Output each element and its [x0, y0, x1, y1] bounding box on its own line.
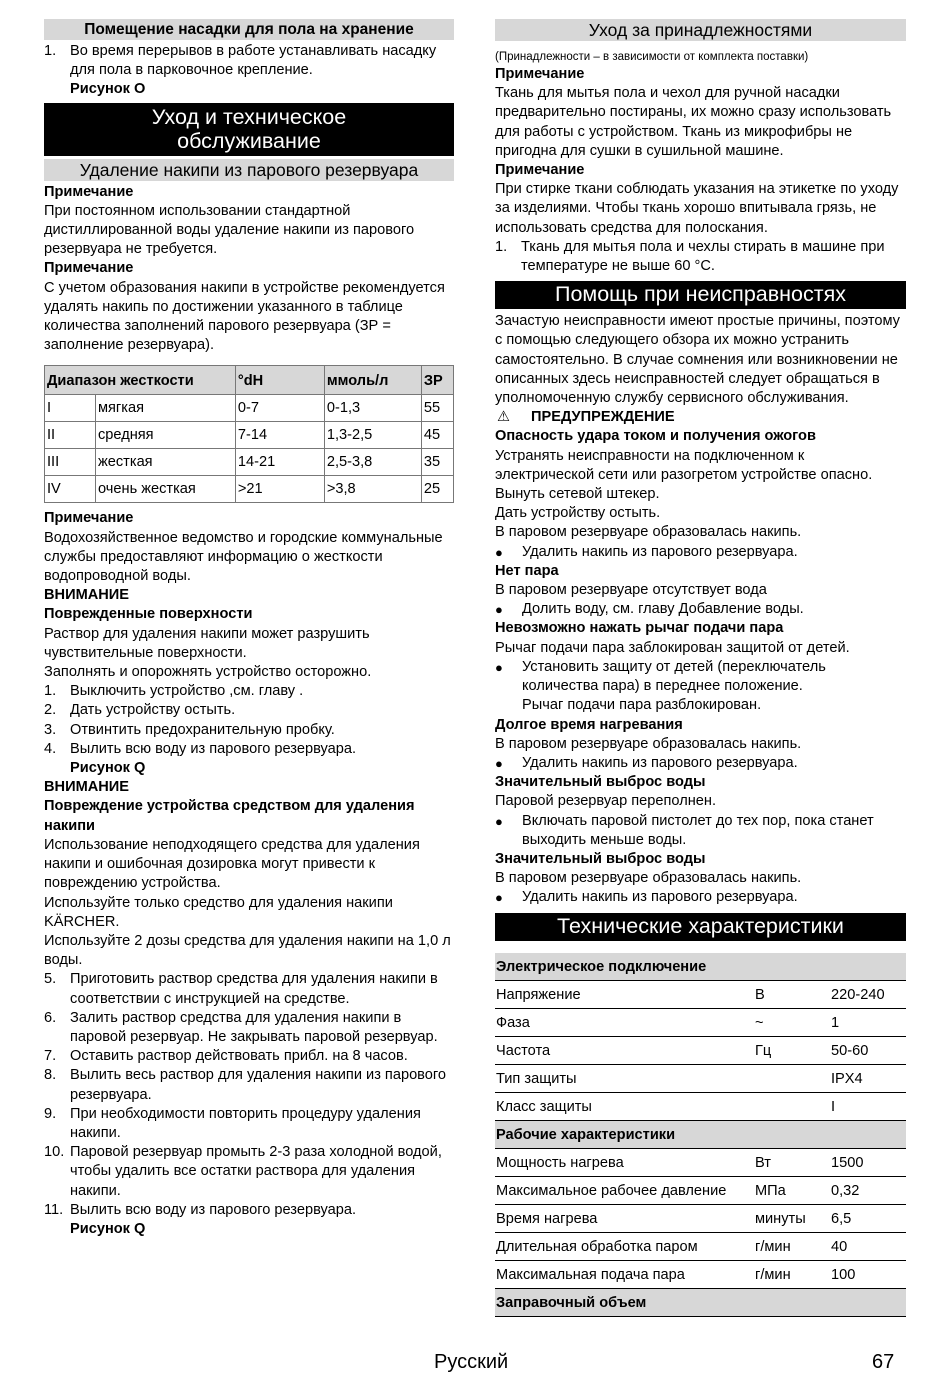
- warning-text: Устранять неисправности на подключенном к электрической сети или разогретом устройстве опасно.: [495, 447, 873, 483]
- table-header-cell: ммоль/л: [324, 366, 421, 395]
- warning-title: ВНИМАНИЕ: [44, 587, 130, 604]
- table-row: [495, 980, 906, 1008]
- fault-remedy: [495, 754, 906, 773]
- accessories-heading: Уход за принадлежностями: [495, 19, 906, 41]
- step-text: Ткань для мытья пола и чехлы стирать в машине при температуре не выше 60 °C.: [521, 238, 885, 275]
- note-text: Водохозяйственное ведомство и городские коммунальные службы предоставляют информацию о жесткости водопроводной воды.: [44, 529, 443, 585]
- fault-cause: В паровом резервуаре образовалась накипь.: [495, 870, 802, 887]
- bullet-icon: ●: [495, 602, 503, 618]
- step: [44, 1143, 454, 1201]
- left-column: [44, 19, 454, 1239]
- warning-title: ВНИМАНИЕ: [44, 779, 130, 796]
- step-text: Выключить устройство ,см. главу .: [70, 683, 304, 700]
- spec-unit: ~: [754, 1008, 830, 1036]
- step: [44, 1066, 454, 1104]
- specs-section-row: [495, 1120, 906, 1148]
- specs-table: [495, 953, 906, 1317]
- spec-value: 100: [830, 1260, 906, 1288]
- warning-text: Используйте 2 дозы средства для удаления накипи на 1,0 л воды.: [44, 932, 451, 969]
- table-cell: II: [45, 422, 96, 449]
- step-number: 4.: [44, 740, 57, 757]
- spec-value: 1: [830, 1008, 906, 1036]
- spec-name: Длительная обработка паром: [495, 1232, 754, 1260]
- spec-name: Напряжение: [495, 980, 754, 1008]
- table-cell: IV: [45, 476, 96, 503]
- step: [44, 740, 454, 759]
- remedy-text: Установить защиту от детей (переключатель количества пара) в переднее положение.: [522, 658, 826, 695]
- descale-heading: Удаление накипи из парового резервуара: [44, 159, 454, 181]
- step-text: Залить раствор средства для удаления накипи в паровой резервуар. Не закрывать паровой резервуар.: [70, 1009, 438, 1045]
- table-cell: 1,3-2,5: [324, 422, 421, 449]
- hardness-table: [44, 365, 454, 503]
- table-row: [495, 1148, 906, 1176]
- spec-unit: Гц: [754, 1036, 830, 1064]
- step-text: Вылить весь раствор для удаления накипи из парового резервуара.: [70, 1067, 447, 1103]
- remedy-text: Включать паровой пистолет до тех пор, пока станет выходить меньше воды.: [522, 812, 874, 848]
- step-number: 1.: [44, 43, 57, 59]
- fault-title: Значительный выброс воды: [495, 774, 706, 791]
- specs-section-row: [495, 953, 906, 981]
- spec-unit: Вт: [754, 1148, 830, 1176]
- step-text: Приготовить раствор средства для удаления накипи в соответствии с инструкцией на средстве.: [70, 971, 438, 1007]
- table-header-cell: Диапазон жесткости: [45, 366, 236, 395]
- spec-name: Максимальная подача пара: [495, 1260, 754, 1288]
- spec-unit: г/мин: [754, 1260, 830, 1288]
- step-number: 8.: [44, 1067, 57, 1084]
- specs-section-label: Электрическое подключение: [495, 953, 906, 981]
- footer-language: Русский: [434, 1351, 509, 1373]
- table-header-cell: ЗР: [421, 366, 453, 395]
- step: [44, 1047, 454, 1066]
- spec-name: Тип защиты: [495, 1064, 754, 1092]
- fault-remedy: [495, 812, 906, 850]
- spec-name: Максимальное рабочее давление: [495, 1176, 754, 1204]
- step: [44, 1105, 454, 1143]
- table-cell: I: [45, 395, 96, 422]
- fault-title: Долгое время нагревания: [495, 716, 683, 733]
- spec-value: 50-60: [830, 1036, 906, 1064]
- step: [44, 721, 454, 740]
- step-text: Дать устройству остыть.: [70, 702, 236, 719]
- table-cell: мягкая: [96, 395, 236, 422]
- spec-unit: МПа: [754, 1176, 830, 1204]
- warning-text: Использование неподходящего средства для удаления накипи и ошибочная дозировка могут привести к повреждению устройства.: [44, 836, 420, 892]
- spec-value: 40: [830, 1232, 906, 1260]
- fault-cause: В паровом резервуаре отсутствует вода: [495, 582, 767, 599]
- spec-value: 220-240: [830, 980, 906, 1008]
- table-row: [45, 422, 454, 449]
- step-text: Во время перерывов в работе устанавливать насадку для пола в парковочное крепление.: [70, 43, 437, 79]
- fault-cause: Паровой резервуар переполнен.: [495, 793, 717, 810]
- table-cell: 55: [421, 395, 453, 422]
- fault-remedy: [495, 888, 906, 907]
- table-cell: 7-14: [235, 422, 324, 449]
- fault-cause: В паровом резервуаре образовалась накипь.: [495, 524, 802, 541]
- remedy-result: Рычаг подачи пара разблокирован.: [522, 697, 762, 714]
- troubleshooting-intro: Зачастую неисправности имеют простые причины, поэтому с помощью следующего обзора их можно устранить самостоятельно. В случае сомнения или возникновении не описанных здесь неисправностей следует обращаться в уполномоченную службу сервисного обслуживания.: [495, 313, 900, 407]
- warning-subtitle: Поврежденные поверхности: [44, 606, 253, 623]
- step-text: Оставить раствор действовать прибл. на 8 часов.: [70, 1048, 408, 1065]
- spec-unit: [754, 1064, 830, 1092]
- spec-name: Фаза: [495, 1008, 754, 1036]
- troubleshooting-heading: Помощь при неисправностях: [495, 281, 906, 309]
- spec-value: IPX4: [830, 1064, 906, 1092]
- bullet-icon: ●: [495, 659, 503, 675]
- specs-heading: Технические характеристики: [495, 913, 906, 941]
- step-number: 1.: [495, 238, 508, 255]
- table-row: [45, 449, 454, 476]
- fault-cause: Рычаг подачи пара заблокирован защитой от детей.: [495, 639, 850, 656]
- bullet-icon: ●: [495, 544, 503, 560]
- warning-text: Дать устройству остыть.: [495, 505, 661, 522]
- warning-subtitle: Повреждение устройства средством для удаления накипи: [44, 798, 415, 834]
- table-row: [495, 1092, 906, 1120]
- right-column: [495, 19, 906, 1317]
- bullet-icon: ●: [495, 813, 503, 829]
- table-cell: 45: [421, 422, 453, 449]
- step-text: Вылить всю воду из парового резервуара.: [70, 1201, 357, 1218]
- table-cell: >21: [235, 476, 324, 503]
- step-text: При необходимости повторить процедуру удаления накипи.: [70, 1105, 421, 1141]
- remedy-text: Удалить накипь из парового резервуара.: [522, 889, 798, 906]
- table-cell: 0-1,3: [324, 395, 421, 422]
- step-number: 1.: [44, 683, 57, 700]
- warning-text: Вынуть сетевой штекер.: [495, 486, 660, 503]
- note-text: При стирке ткани соблюдать указания на этикетке по уходу за изделиями. Чтобы ткань хорошо впитывала грязь, не использовать средства для полоскания.: [495, 181, 899, 236]
- spec-value: 1500: [830, 1148, 906, 1176]
- step: [495, 238, 906, 276]
- table-cell: III: [45, 449, 96, 476]
- storage-step: [44, 42, 454, 80]
- spec-name: Частота: [495, 1036, 754, 1064]
- spec-value: 6,5: [830, 1204, 906, 1232]
- step: [44, 1009, 454, 1047]
- table-cell: 2,5-3,8: [324, 449, 421, 476]
- figure-ref: Рисунок Q: [70, 760, 146, 777]
- storage-heading: Помещение насадки для пола на хранение: [44, 19, 454, 40]
- step-number: 5.: [44, 971, 57, 988]
- spec-name: Мощность нагрева: [495, 1148, 754, 1176]
- warning-subtitle: Опасность удара током и получения ожогов: [495, 428, 816, 445]
- fault-cause: В паровом резервуаре образовалась накипь.: [495, 735, 802, 752]
- step: [44, 701, 454, 720]
- note-text: При постоянном использовании стандартной дистиллированной воды удаление накипи из парового резервуара не требуется.: [44, 202, 415, 258]
- spec-name: Время нагрева: [495, 1204, 754, 1232]
- note-title: Примечание: [44, 510, 134, 527]
- spec-unit: В: [754, 980, 830, 1008]
- step-number: 7.: [44, 1048, 57, 1065]
- spec-value: 0,32: [830, 1176, 906, 1204]
- bullet-icon: ●: [495, 755, 503, 771]
- note-title: Примечание: [44, 260, 134, 277]
- step: [44, 682, 454, 701]
- page-number: 67: [872, 1351, 895, 1373]
- warning-heading: [495, 408, 906, 427]
- warning-text: Раствор для удаления накипи может разрушить чувствительные поверхности.: [44, 625, 370, 661]
- warning-text: Используйте только средство для удаления накипи KÄRCHER.: [44, 894, 393, 930]
- fault-title: Значительный выброс воды: [495, 850, 706, 867]
- step-text: Паровой резервуар промыть 2-3 раза холодной водой, чтобы удалить все остатки раствора для удаления накипи.: [70, 1144, 442, 1199]
- table-row: [495, 1008, 906, 1036]
- fault-remedy: [495, 658, 906, 696]
- warning-title: ПРЕДУПРЕЖДЕНИЕ: [531, 409, 675, 426]
- step: [44, 970, 454, 1008]
- table-cell: средняя: [96, 422, 236, 449]
- spec-unit: [754, 1092, 830, 1120]
- table-cell: 25: [421, 476, 453, 503]
- remedy-text: Долить воду, см. главу Добавление воды.: [522, 601, 804, 618]
- step-number: 6.: [44, 1009, 57, 1026]
- table-row: [45, 395, 454, 422]
- warning-text: Заполнять и опорожнять устройство осторожно.: [44, 664, 372, 681]
- table-cell: >3,8: [324, 476, 421, 503]
- step-number: 2.: [44, 702, 57, 719]
- spec-unit: минуты: [754, 1204, 830, 1232]
- figure-ref: Рисунок Q: [70, 1220, 146, 1237]
- care-heading: Уход и техническое обслуживание: [44, 103, 454, 156]
- fault-remedy: [495, 543, 906, 562]
- specs-section-row: [495, 1288, 906, 1316]
- bullet-icon: ●: [495, 890, 503, 906]
- table-row: [495, 1232, 906, 1260]
- step: [44, 1201, 454, 1220]
- fault-remedy: [495, 600, 906, 619]
- table-cell: 0-7: [235, 395, 324, 422]
- fault-title: Нет пара: [495, 562, 559, 579]
- table-cell: жесткая: [96, 449, 236, 476]
- remedy-text: Удалить накипь из парового резервуара.: [522, 543, 798, 560]
- table-row: [495, 1204, 906, 1232]
- spec-value: I: [830, 1092, 906, 1120]
- remedy-text: Удалить накипь из парового резервуара.: [522, 754, 798, 771]
- accessories-note-small: (Принадлежности – в зависимости от комплекта поставки): [495, 51, 809, 63]
- spec-unit: г/мин: [754, 1232, 830, 1260]
- specs-section-label: Заправочный объем: [495, 1288, 906, 1316]
- table-cell: 35: [421, 449, 453, 476]
- table-row: [495, 1260, 906, 1288]
- table-cell: очень жесткая: [96, 476, 236, 503]
- table-row: [495, 1064, 906, 1092]
- step-text: Вылить всю воду из парового резервуара.: [70, 740, 357, 757]
- note-title: Примечание: [495, 162, 585, 179]
- step-number: 11.: [44, 1201, 64, 1218]
- figure-ref: Рисунок O: [70, 81, 146, 98]
- note-text: Ткань для мытья пола и чехол для ручной насадки предварительно постираны, их можно сразу использовать для работы с устройством. Ткань из микрофибры не пригодна для сушки в сушильной машине.: [495, 85, 892, 159]
- step-text: Отвинтить предохранительную пробку.: [70, 721, 335, 738]
- step-number: 9.: [44, 1105, 57, 1122]
- specs-section-label: Рабочие характеристики: [495, 1120, 906, 1148]
- note-text: С учетом образования накипи в устройстве рекомендуется удалять накипь по достижении указанного в таблице количества заполнений парового резервуара (ЗР = заполнение резервуара).: [44, 279, 445, 354]
- table-header-row: [45, 366, 454, 395]
- table-row: [495, 1036, 906, 1064]
- table-header-cell: °dH: [235, 366, 324, 395]
- table-cell: 14-21: [235, 449, 324, 476]
- step-number: 10.: [44, 1144, 65, 1161]
- table-row: [495, 1176, 906, 1204]
- note-title: Примечание: [44, 183, 134, 200]
- table-row: [45, 476, 454, 503]
- spec-name: Класс защиты: [495, 1092, 754, 1120]
- note-title: Примечание: [495, 66, 585, 82]
- fault-title: Невозможно нажать рычаг подачи пара: [495, 620, 784, 637]
- warning-triangle-icon: ⚠: [497, 409, 511, 426]
- step-number: 3.: [44, 721, 57, 738]
